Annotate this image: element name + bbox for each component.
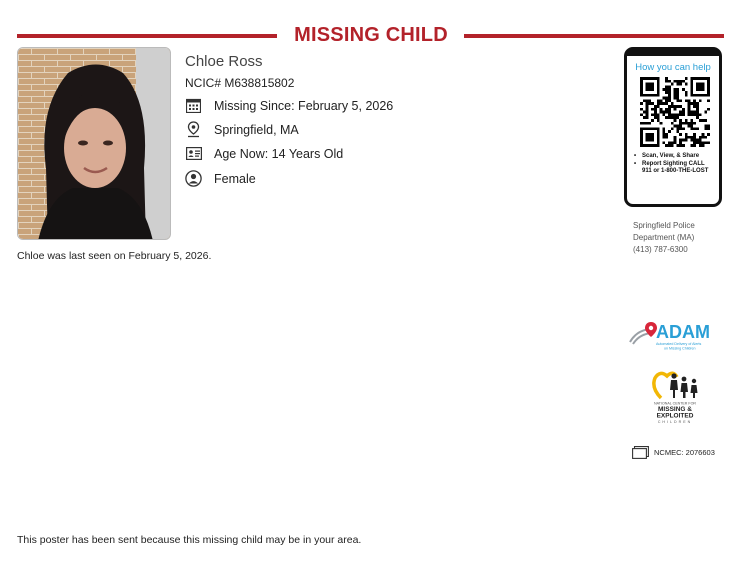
qr-code[interactable] <box>640 77 710 147</box>
sex-row <box>185 170 256 187</box>
agency-phone: (413) 787-6300 <box>633 245 688 254</box>
ncmec-text-3: EXPLOITED <box>656 412 694 420</box>
id-card-icon <box>185 145 202 162</box>
ncmec-case <box>632 446 715 459</box>
ncmec-case-number: NCMEC: 2076603 <box>654 448 715 457</box>
ncic-number: NCIC# M638815802 <box>185 76 295 90</box>
agency-name-line-2: Department (MA) <box>633 233 695 242</box>
phone-notch <box>627 50 719 56</box>
map-pin-icon <box>185 121 202 138</box>
child-name: Chloe Ross <box>185 53 263 70</box>
case-file-icon <box>632 446 649 459</box>
location: Springfield, MA <box>214 122 299 137</box>
adam-tagline-1: Automated Delivery of Alerts <box>656 342 702 346</box>
header-rule-left <box>17 34 277 38</box>
ncmec-text-2: MISSING & <box>658 406 692 413</box>
calendar-icon <box>185 97 202 114</box>
agency-contact <box>633 220 695 256</box>
help-card <box>624 47 722 207</box>
age-now: Age Now: 14 Years Old <box>214 146 344 161</box>
adam-logo <box>628 320 720 354</box>
missing-since-row <box>185 97 393 114</box>
agency-name-line-1: Springfield Police <box>633 221 695 230</box>
ncmec-text-1: NATIONAL CENTER FOR <box>654 401 696 406</box>
header-rule-right <box>464 34 724 38</box>
ncmec-logo <box>647 368 703 428</box>
help-card-title: How you can help <box>635 62 711 73</box>
person-icon <box>185 170 202 187</box>
missing-since: Missing Since: February 5, 2026 <box>214 98 394 113</box>
ncmec-text-4: CHILDREN <box>657 420 693 424</box>
help-list <box>633 153 715 176</box>
age-row <box>185 145 343 162</box>
help-item: • Report Sighting CALL 911 or 1-800-THE-LOST <box>633 161 715 176</box>
location-row <box>185 121 299 138</box>
page-title: MISSING CHILD <box>294 24 448 46</box>
last-seen-text: Chloe was last seen on February 5, 2026. <box>17 250 212 262</box>
sex: Female <box>214 171 256 186</box>
adam-wordmark: ADAM <box>656 322 710 342</box>
help-item: • Scan, View, & Share <box>633 153 715 161</box>
footer-note: This poster has been sent because this missing child may be in your area. <box>17 534 362 546</box>
adam-tagline-2: on Missing Children <box>664 346 696 351</box>
child-photo <box>17 47 171 240</box>
